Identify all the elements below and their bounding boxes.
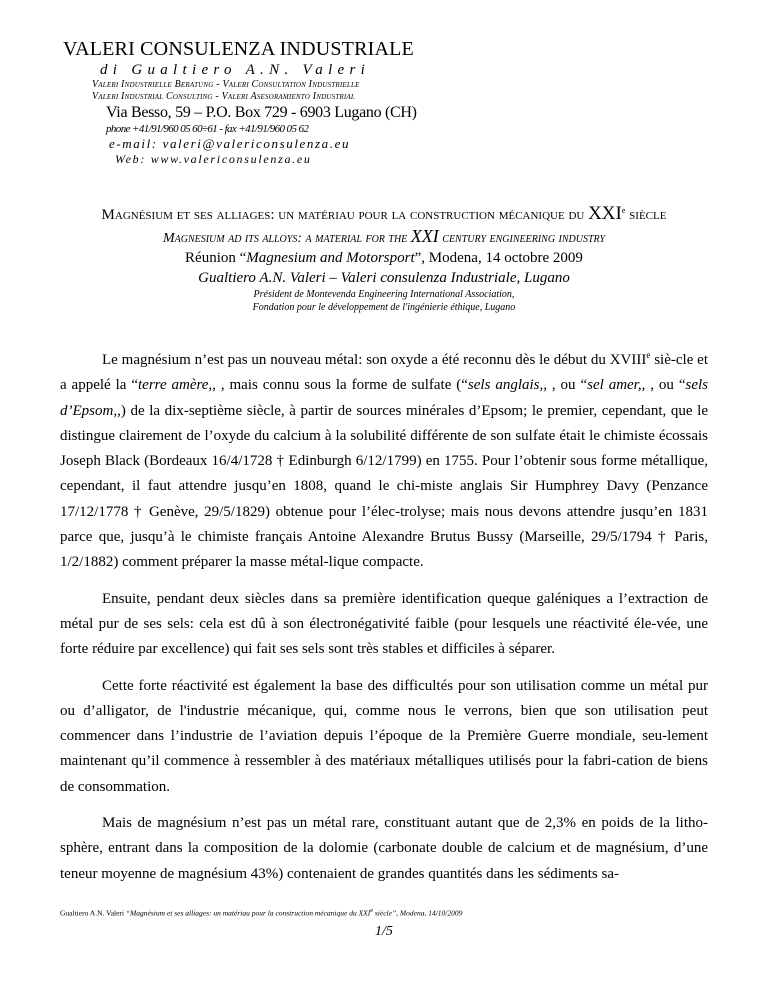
paragraph-1-part-1: Le magnésium n’est pas un nouveau métal: son oxyde a été reconnu dès le début du XVIII bbox=[102, 352, 647, 368]
meeting-title: Magnesium and Motorsport bbox=[246, 250, 415, 266]
footer-title: “Magnésium et ses alliages: un matériau pour la construction mécanique du XXI bbox=[125, 908, 371, 918]
term-terre-amere: terre amère,, bbox=[138, 377, 216, 394]
body-text bbox=[60, 348, 708, 898]
company-name: VALERI CONSULENZA INDUSTRIALE bbox=[63, 38, 414, 60]
paragraph-2: Ensuite, pendant deux siècles dans sa première identification queque galéniques a l’extraction de métal pur de ses sels: cela est dû à son électronégativité faible (pour lesquels une réactivité éle-vée, une forte réduire par excellence) qui fait ses sels sont très stables et difficiles à séparer. bbox=[60, 590, 708, 658]
company-phone-fax: phone +41/91/960 05 60÷61 - fax +41/91/960 05 62 bbox=[106, 123, 309, 135]
meeting-line bbox=[0, 249, 768, 268]
letterhead bbox=[63, 38, 583, 167]
footer-author: Gualtiero A.N. Valeri bbox=[60, 908, 126, 918]
meeting-prefix: Réunion “ bbox=[185, 250, 247, 266]
paragraph-4: Mais de magnésium n’est pas un métal rare, constituant autant que de 2,3% en poids de la litho-sphère, entrant dans la composition de la dolomie (carbonate double de calcium et de magnésium, d’une teneur moyenne de magnésium 43%) contenaient de grandes quantités dans les sédiments sa- bbox=[60, 815, 708, 882]
term-sels-epsom: sels d’Epsom,, bbox=[60, 377, 708, 419]
paragraph-1 bbox=[60, 348, 708, 576]
title-english-text: Magnesium ad its alloys: a material for the bbox=[162, 231, 411, 246]
page-number: 1/5 bbox=[375, 924, 393, 939]
company-email: e-mail: valeri@valericonsulenza.eu bbox=[109, 136, 351, 151]
title-english-end: century engineering industry bbox=[438, 231, 606, 246]
paragraph-1-part-4: , ou “ bbox=[547, 377, 588, 394]
author-line: Gualtiero A.N. Valeri – Valeri consulenza Industriale, Lugano bbox=[198, 270, 570, 286]
paragraph-1-superscript: e bbox=[646, 350, 651, 360]
paragraph-1-part-6: ) de la dix-septième siècle, à partir de sources minérales d’Epsom; le premier, cependant, que le distingue clairement de l’oxyde du calcium à la solubilité différente de son sulfate était le chimiste écossais Joseph Black (Bordeaux 16/4/1728 † Edinburgh 6/12/1799) en 1755. Pour l’obtenir sous forme métallique, cependant, il faut attendre jusqu’en 1808, quand le chi-miste anglais Sir Humphrey Davy (Penzance 17/12/1778 † Genève, 29/5/1829) obtenue pour l’élec-trolyse; mais nous devons attendre jusqu’en 1831 parce que, jusqu’à le chimiste français Antoine Alexandre Brutus Bussy (Marseille, 29/5/1794 † Paris, 1/2/1882) comment préparer la masse métal-lique compacte. bbox=[60, 402, 708, 571]
company-website: Web: www.valericonsulenza.eu bbox=[115, 152, 312, 166]
title-french bbox=[0, 200, 768, 226]
company-owner: di Gualtiero A.N. Valeri bbox=[100, 62, 371, 78]
page-footer bbox=[60, 906, 708, 919]
footer-superscript: e bbox=[370, 907, 374, 914]
paragraph-1-part-5: , ou “ bbox=[645, 377, 686, 394]
term-sel-amer: sel amer,, bbox=[587, 377, 646, 394]
paragraph-1-part-2: siè-cle et a appelé la “ bbox=[60, 352, 709, 394]
company-names-line-1: Valeri Industrielle Beratung - Valeri Consultation Industrielle bbox=[92, 79, 360, 90]
title-french-end: siècle bbox=[625, 207, 667, 223]
title-french-century: XXI bbox=[588, 203, 622, 224]
meeting-suffix: ”, Modena, 14 octobre 2009 bbox=[414, 250, 583, 266]
affiliation-line-2: Fondation pour le développement de l'ingénierie éthique, Lugano bbox=[252, 302, 516, 313]
title-block bbox=[0, 200, 768, 314]
title-french-superscript: e bbox=[621, 206, 626, 215]
paragraph-1-part-3: , mais connu sous la forme de sulfate (“ bbox=[215, 377, 468, 394]
paragraph-3: Cette forte réactivité est également la base des difficultés pour son utilisation comme un métal pur ou d’alligator, de l'industrie mécanique, qui, comme nous le verrons, bien que son utilisation peut commencer dans l’industrie de l’aviation depuis l’époque de la Première Guerre mondiale, seu-lement maintenant qu’il commence à ressembler à des matériaux métalliques utilisés pour la fabri-cation de biens de consommation. bbox=[60, 677, 708, 795]
term-sels-anglais: sels anglais,, bbox=[467, 377, 547, 394]
footer-title-end: siècle”, Modena, 14/10/2009 bbox=[373, 908, 463, 918]
affiliation-line-1: Président de Montevenda Engineering International Association, bbox=[253, 289, 515, 300]
title-french-text: Magnésium et ses alliages: un matériau pour la construction mécanique du bbox=[101, 207, 589, 223]
title-english bbox=[0, 226, 768, 249]
company-address: Via Besso, 59 – P.O. Box 729 - 6903 Lugano (CH) bbox=[106, 104, 417, 121]
title-english-century: XXI bbox=[410, 226, 439, 246]
company-names-line-2: Valeri Industrial Consulting - Valeri Asesoramiento Industrial bbox=[92, 91, 355, 102]
